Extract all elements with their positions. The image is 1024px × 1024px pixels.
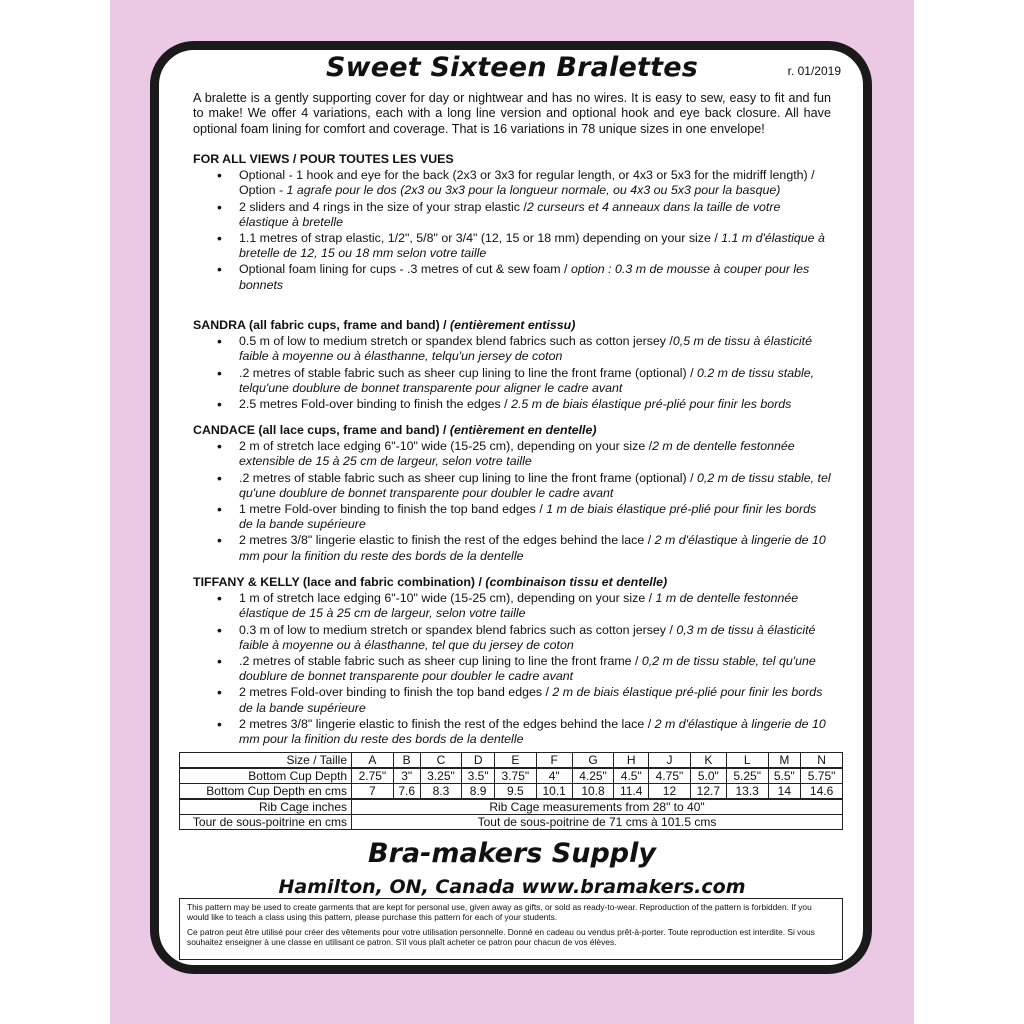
list-item: • 2 metres 3/8" lingerie elastic to finish the rest of the edges behind the lace / 2 m d'élastique à lingerie de 10 mm pour la finition du reste des bords de la dentelle <box>239 533 833 563</box>
size-label: Size / Taille <box>180 753 352 769</box>
list-item: • .2 metres of stable fabric such as sheer cup lining to line the front frame / 0,2 m de tissu stable, tel qu'une doublure de bonnet transparente pour doubler le cadre avant <box>239 654 833 684</box>
depth-cell: 11.4 <box>614 784 649 800</box>
size-cell: H <box>614 753 649 769</box>
depth-cell: 4.75" <box>649 768 691 784</box>
depth-cell: 2.75" <box>352 768 394 784</box>
depth-inches-row <box>180 768 843 784</box>
depth-cell: 4" <box>536 768 572 784</box>
rib-cm-value: Tout de sous-poitrine de 71 cms à 101.5 cms <box>352 815 843 830</box>
size-table <box>179 752 843 830</box>
size-cell: A <box>352 753 394 769</box>
depth-cell: 7 <box>352 784 394 800</box>
supply-list <box>193 439 833 564</box>
section-candace <box>193 423 833 565</box>
section-heading: TIFFANY & KELLY (lace and fabric combination) / (combinaison tissu et dentelle) <box>193 575 668 589</box>
size-cell: G <box>572 753 614 769</box>
size-cell: N <box>801 753 843 769</box>
legal-french: Ce patron peut être utilisé pour créer des vêtements pour votre utilisation personnelle. Donné en cadeau ou vendus prêt-à-porter. Toute reproduction est interdite. Si vous souhaitez enseigner à une classe en utilisant ce patron. S'il vous plaît acheter ce patron pour chacun de vos élèves. <box>187 927 815 947</box>
list-item: • 1 metre Fold-over binding to finish the top band edges / 1 m de biais élastique pré-plié pour finir les bords de la bande supérieure <box>239 502 833 532</box>
rib-cm-row <box>180 815 843 830</box>
depth-cell: 7.6 <box>393 784 420 800</box>
depth-cell: 5.5" <box>768 768 801 784</box>
legal-english: This pattern may be used to create garments that are kept for personal use, given away as gifts, or sold as ready-to-wear. Reproduction of the pattern is forbidden. If you would like to teach a class using this pattern, please purchase this pattern for each of your students. <box>187 902 812 922</box>
size-cell: E <box>494 753 536 769</box>
revision-label: r. 01/2019 <box>787 64 841 78</box>
depth-inches-label: Bottom Cup Depth <box>180 768 352 784</box>
list-item: • 2 m of stretch lace edging 6"-10" wide (15-25 cm), depending on your size /2 m de dentelle festonnée extensible de 15 à 25 cm de largeur, selon votre taille <box>239 439 833 469</box>
depth-cm-row <box>180 784 843 800</box>
depth-cell: 4.25" <box>572 768 614 784</box>
rib-inches-label: Rib Cage inches <box>180 799 352 815</box>
depth-cell: 5.0" <box>690 768 726 784</box>
list-item: • 1 m of stretch lace edging 6"-10" wide (15-25 cm), depending on your size / 1 m de dentelle festonnée élastique de 15 à 25 cm de largeur, selon votre taille <box>239 591 833 621</box>
section-tiffany-kelly <box>193 575 833 748</box>
size-cell: B <box>393 753 420 769</box>
depth-cell: 12 <box>649 784 691 800</box>
intro-paragraph: A bralette is a gently supporting cover for day or nightwear and has no wires. It is easy to sew, easy to fit and fun to make! We offer 4 variations, each with a long line version and optional hook and eye back closure. All have optional foam lining for comfort and coverage. That is 16 variations in 78 unique sizes in one envelope! <box>193 91 831 136</box>
list-item: • 2 metres Fold-over binding to finish the top band edges / 2 m de biais élastique pré-plié pour finir les bords de la bande supérieure <box>239 685 833 715</box>
depth-cell: 5.75" <box>801 768 843 784</box>
size-cell: D <box>462 753 495 769</box>
depth-cell: 5.25" <box>726 768 768 784</box>
rib-cm-label: Tour de sous-poitrine en cms <box>180 815 352 830</box>
page-title: Sweet Sixteen Bralettes <box>325 52 699 83</box>
depth-cell: 10.8 <box>572 784 614 800</box>
size-cell: F <box>536 753 572 769</box>
section-all-views <box>193 152 833 294</box>
depth-cell: 4.5" <box>614 768 649 784</box>
list-item: • 2.5 metres Fold-over binding to finish the edges / 2.5 m de biais élastique pré-plié pour finir les bords <box>239 397 833 412</box>
supply-list <box>193 591 833 747</box>
depth-cell: 8.9 <box>462 784 495 800</box>
supply-list <box>193 334 833 412</box>
legal-notice <box>179 898 843 960</box>
depth-cm-label: Bottom Cup Depth en cms <box>180 784 352 800</box>
rib-inches-row <box>180 799 843 815</box>
depth-cell: 12.7 <box>690 784 726 800</box>
section-heading: SANDRA (all fabric cups, frame and band) / (entièrement entissu) <box>193 318 576 332</box>
list-item: • .2 metres of stable fabric such as sheer cup lining to line the front frame (optional) / 0.2 m de tissu stable, telqu'une doublure de bonnet transparente pour aligner le cadre avant <box>239 366 833 396</box>
brand-address: Hamilton, ON, Canada www.bramakers.com <box>278 876 746 898</box>
size-cell: L <box>726 753 768 769</box>
list-item: • 1.1 metres of strap elastic, 1/2", 5/8" or 3/4" (12, 15 or 18 mm) depending on your size / 1.1 m d'élastique à bretelle de 12, 15 ou 18 mm selon votre taille <box>239 231 833 261</box>
supply-list <box>193 168 833 293</box>
depth-cell: 3.5" <box>462 768 495 784</box>
list-item: • 0.3 m of low to medium stretch or spandex blend fabrics such as cotton jersey / 0,3 m de tissu à élasticité faible à moyenne ou à élasthanne, tel que du jersey de coton <box>239 623 833 653</box>
size-row <box>180 753 843 769</box>
depth-cell: 3.75" <box>494 768 536 784</box>
depth-cell: 13.3 <box>726 784 768 800</box>
depth-cell: 8.3 <box>420 784 462 800</box>
brand-name: Bra-makers Supply <box>368 838 656 869</box>
list-item: • Optional foam lining for cups - .3 metres of cut & sew foam / option : 0.3 m de mousse à couper pour les bonnets <box>239 262 833 292</box>
list-item: • 2 metres 3/8" lingerie elastic to finish the rest of the edges behind the lace / 2 m d'élastique à lingerie de 10 mm pour la finition du reste des bords de la dentelle <box>239 717 833 747</box>
depth-cell: 9.5 <box>494 784 536 800</box>
depth-cell: 10.1 <box>536 784 572 800</box>
section-sandra <box>193 318 833 413</box>
depth-cell: 14.6 <box>801 784 843 800</box>
size-cell: C <box>420 753 462 769</box>
depth-cell: 3.25" <box>420 768 462 784</box>
list-item: • .2 metres of stable fabric such as sheer cup lining to line the front frame (optional) / 0,2 m de tissu stable, tel qu'une doublure de bonnet transparente pour doubler le cadre avant <box>239 471 833 501</box>
list-item: • 2 sliders and 4 rings in the size of your strap elastic /2 curseurs et 4 anneaux dans la taille de votre élastique à bretelle <box>239 200 833 230</box>
size-cell: M <box>768 753 801 769</box>
rib-inches-value: Rib Cage measurements from 28" to 40" <box>352 799 843 815</box>
size-cell: J <box>649 753 691 769</box>
section-heading: CANDACE (all lace cups, frame and band) / (entièrement en dentelle) <box>193 423 597 437</box>
depth-cell: 14 <box>768 784 801 800</box>
list-item: • 0.5 m of low to medium stretch or spandex blend fabrics such as cotton jersey /0,5 m de tissu à élasticité faible à moyenne ou à élasthanne, telqu'un jersey de coton <box>239 334 833 364</box>
list-item: • Optional - 1 hook and eye for the back (2x3 or 3x3 for regular length, or 4x3 or 5x3 for the midriff length) / Option - 1 agrafe pour le dos (2x3 ou 3x3 pour la longueur normale, ou 4x3 ou 5x3 pour la basque) <box>239 168 833 198</box>
depth-cell: 3" <box>393 768 420 784</box>
size-cell: K <box>690 753 726 769</box>
section-heading: FOR ALL VIEWS / POUR TOUTES LES VUES <box>193 152 454 166</box>
